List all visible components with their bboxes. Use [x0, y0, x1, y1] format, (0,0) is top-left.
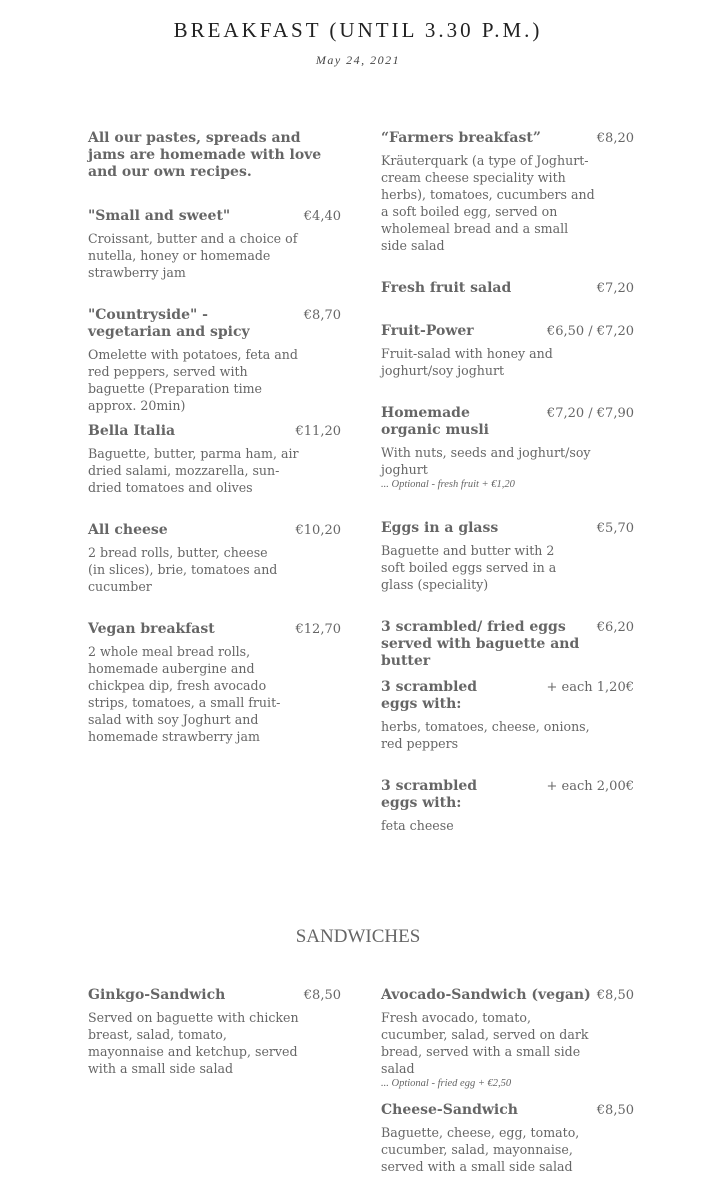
item-option: ... Optional - fresh fruit + €1,20	[381, 479, 515, 490]
item-description: 2 whole meal bread rolls, homemade aubergine and chickpea dip, fresh avocado strips, tomatoes, a small fruit-salad with soy Joghurt and homemade strawberry jam	[88, 644, 281, 744]
item-description: 2 bread rolls, butter, cheese (in slices), brie, tomatoes and cucumber	[88, 545, 278, 594]
item-name: Cheese-Sandwich	[381, 1102, 518, 1118]
item-price: €4,40	[303, 209, 341, 224]
item-description: Baguette, cheese, egg, tomato, cucumber, salad, mayonnaise, served with a small side salad	[381, 1125, 580, 1174]
menu-item	[88, 208, 341, 281]
item-description: Kräuterquark (a type of Joghurt-cream cheese speciality with herbs), tomatoes, cucumbers and a soft boiled egg, served on wholemeal bread and a small side salad	[381, 153, 595, 253]
menu-date: May 24, 2021	[315, 53, 401, 67]
item-price: €6,20	[596, 620, 634, 635]
item-name: 3 scrambled eggs with:	[381, 778, 478, 811]
menu-item	[88, 307, 341, 414]
item-name: Ginkgo-Sandwich	[88, 987, 226, 1003]
item-price: €12,70	[295, 622, 341, 637]
item-description: Baguette, butter, parma ham, air dried salami, mozzarella, sun-dried tomatoes and olives	[88, 446, 299, 495]
item-price: + each 1,20€	[546, 680, 634, 695]
item-price: €6,50 / €7,20	[546, 324, 634, 339]
item-name: Bella Italia	[88, 423, 176, 439]
item-name: “Farmers breakfast”	[381, 130, 541, 146]
item-description: Served on baguette with chicken breast, salad, tomato, mayonnaise and ketchup, served with a small side salad	[88, 1010, 299, 1076]
item-option: ... Optional - fried egg + €2,50	[381, 1078, 512, 1089]
menu-item	[381, 778, 634, 834]
breakfast-left-column	[88, 130, 341, 744]
menu-item	[381, 987, 634, 1091]
item-name: 3 scrambled eggs with:	[381, 679, 478, 712]
item-price: €7,20 / €7,90	[546, 406, 634, 421]
sandwiches-title: SANDWICHES	[295, 926, 421, 947]
menu-item	[88, 423, 341, 496]
menu-title: BREAKFAST (UNTIL 3.30 P.M.)	[173, 18, 543, 42]
item-name: All cheese	[88, 522, 168, 538]
item-name: "Countryside" - vegetarian and spicy	[88, 307, 250, 340]
item-description: Croissant, butter and a choice of nutella, honey or homemade strawberry jam	[88, 231, 298, 280]
item-description: feta cheese	[381, 818, 454, 833]
item-name-text: 3 scrambled/ fried eggs served with baguette and butter	[381, 619, 580, 669]
item-price: €8,50	[596, 1103, 634, 1118]
menu-item	[381, 679, 634, 752]
menu-item	[381, 619, 634, 670]
item-name: Fruit-Power	[381, 323, 474, 339]
item-description: Baguette and butter with 2 soft boiled eggs served in a glass (speciality)	[381, 543, 557, 592]
menu-item	[88, 522, 341, 595]
item-name: Eggs in a glass	[381, 520, 499, 536]
item-description: Omelette with potatoes, feta and red peppers, served with baguette (Preparation time approx. 20min)	[88, 347, 298, 413]
item-price: €8,50	[303, 988, 341, 1003]
item-price: €10,20	[295, 523, 341, 538]
item-name: Vegan breakfast	[88, 621, 215, 637]
item-name: Homemade organic musli	[381, 405, 489, 438]
item-price: €5,70	[596, 521, 634, 536]
item-description: With nuts, seeds and joghurt/soy joghurt	[381, 445, 591, 477]
menu-item	[88, 621, 341, 745]
item-name: Fresh fruit salad	[381, 280, 512, 296]
menu-item	[381, 405, 634, 492]
item-price: €8,50	[596, 988, 634, 1003]
item-price: €7,20	[596, 281, 634, 296]
menu-item	[381, 520, 634, 593]
item-name: "Small and sweet"	[88, 208, 231, 224]
item-description: Fresh avocado, tomato, cucumber, salad, served on dark bread, served with a small side salad	[381, 1010, 589, 1076]
menu-item	[381, 323, 634, 379]
item-price: €8,20	[596, 131, 634, 146]
item-name: Avocado-Sandwich (vegan)	[381, 987, 591, 1003]
item-description: Fruit-salad with honey and joghurt/soy joghurt	[381, 346, 553, 378]
menu-item	[381, 1102, 634, 1175]
menu-item	[381, 280, 634, 297]
menu-item	[381, 130, 634, 254]
menu-item	[88, 987, 341, 1077]
breakfast-intro: All our pastes, spreads and jams are homemade with love and our own recipes.	[88, 130, 322, 180]
item-price: €8,70	[303, 308, 341, 323]
item-price: + each 2,00€	[546, 779, 634, 794]
item-description: herbs, tomatoes, cheese, onions, red peppers	[381, 719, 590, 751]
item-price: €11,20	[295, 424, 341, 439]
